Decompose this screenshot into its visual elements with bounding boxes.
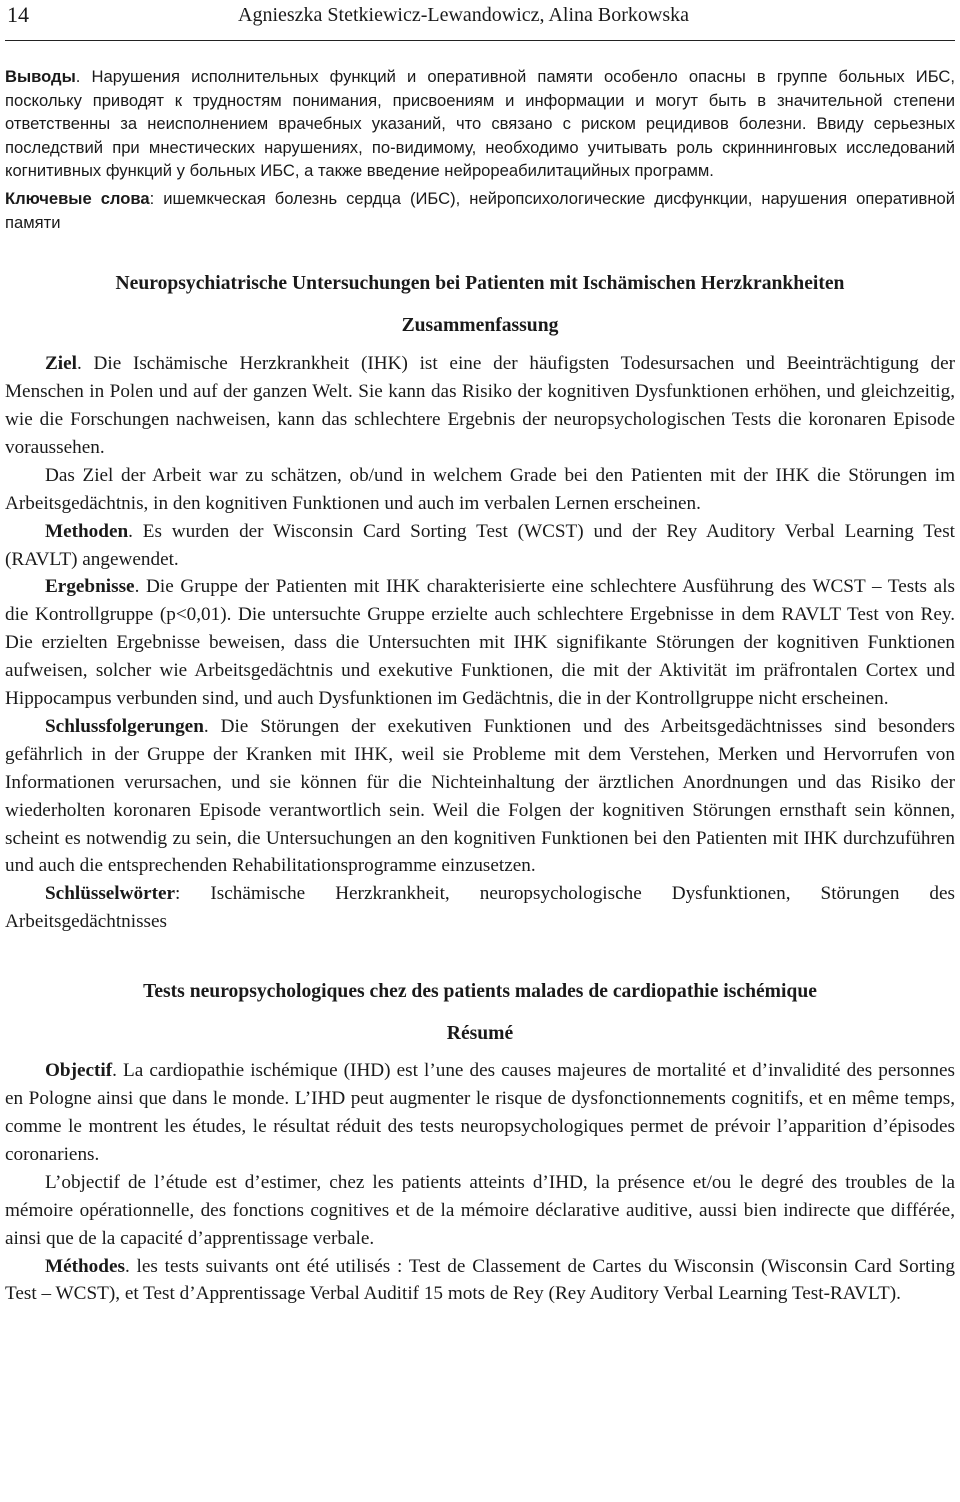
de-results-label: Ergebnisse — [45, 576, 135, 598]
page-number: 14 — [7, 2, 29, 27]
ru-conclusions-label: Выводы — [5, 67, 76, 86]
ru-conclusions-text: . Нарушения исполнительных функций и оперативной памяти особенло опасны в группе больных ИБС, поскольку приводят к трудностям понимания, присвоениям и информации и могут быть в значительной степени ответственны за неисполнением врачебных указаний, что связано с риском рецидивов болезни. Ввиду серьезных последствий при мнестических нарушениях, по-видимому, необходимо учитывать роль скриннинговых исследований когнитивных функций у больных ИБС, а также введение нейрореабилитацийных программ. — [5, 67, 955, 181]
fr-aim-label: Objectif — [45, 1060, 113, 1082]
fr-title: Tests neuropsychologiques chez des patients malades de cardiopathie ischémique — [143, 981, 817, 1003]
de-title: Neuropsychiatrische Untersuchungen bei Patienten mit Ischämischen Herzkrankheiten — [115, 273, 845, 295]
de-aim-label: Ziel — [45, 353, 77, 375]
de-aim-text: . Die Ischämische Herzkrankheit (IHK) ist eine der häufigsten Todesursachen und Beeinträchtigung der Menschen in Polen und auf der ganzen Welt. Sie kann das Risiko der kognitiven Dysfunktionen erhöhen, und gleichzeitig, wie die Forschungen nachweisen, kann das schlechtere Ergebnis der neuropsychologischen Tests die koronaren Episode voraussehen. — [5, 353, 955, 458]
de-methods-label: Methoden — [45, 520, 129, 542]
fr-aim-text: . La cardiopathie ischémique (IHD) est l’une des causes majeures de mortalité et d’invalidité des personnes en Pologne ainsi que dans le monde. L’IHD peut augmenter le risque de dysfonctionnements cognitifs, et en même temps, comme le montrent les études, le résultat réduit des tests neuropsychologiques permet de prévoir l’apparition d’épisodes coronariens. — [5, 1060, 955, 1165]
fr-methods-text: . les tests suivants ont été utilisés : Test de Classement de Cartes du Wisconsin (Wisconsin Card Sorting Test – WCST), et Test d’Apprentissage Verbal Auditif 15 mots de Rey (Rey Auditory Verbal Learning Test-RAVLT). — [5, 1255, 955, 1305]
fr-summary-heading: Résumé — [446, 1023, 514, 1045]
de-aim-paragraph — [5, 350, 955, 462]
ru-conclusions-paragraph — [5, 65, 955, 183]
de-keywords-paragraph — [5, 880, 955, 936]
de-methods-paragraph — [5, 518, 955, 574]
de-summary-heading: Zusammenfassung — [401, 315, 559, 337]
de-keywords-text: : Ischämische Herzkrankheit, neuropsychologische Dysfunktionen, Störungen des Arbeitsgedächtnisses — [5, 883, 955, 933]
de-aim-paragraph-2: Das Ziel der Arbeit war zu schätzen, ob/und in welchem Grade bei den Patienten mit der IHK die Störungen im Arbeitsgedächtnis, in den kognitiven Funktionen und auch im verbalen Lernen erscheinen. — [5, 464, 955, 514]
running-head: Agnieszka Stetkiewicz-Lewandowicz, Alina Borkowska — [238, 4, 689, 26]
fr-methods-paragraph — [5, 1253, 955, 1309]
fr-methods-label: Méthodes — [45, 1255, 125, 1277]
de-conclusions-paragraph — [5, 713, 955, 880]
ru-keywords-label: Ключевые слова — [5, 188, 150, 208]
de-results-text: . Die Gruppe der Patienten mit IHK charakterisierte eine schlechtere Ausführung des WCST – Tests als die Kontrollgruppe (p<0,01). Die untersuchte Gruppe erzielte auch schlechtere Ergebnisse in dem RAVLT Test von Rey. Die erzielten Ergebnisse beweisen, dass die Untersuchten mit IHK signifikante Störungen der kognitiven Funktionen aufweisen, solcher wie Arbeitsgedächtnis und exekutive Funktionen, die mit der Aktivität im präfrontalen Cortex und Hippocampus verbunden sind, und auch Dysfunktionen im Gedächtnis, die in der Kontrollgruppe nicht erscheinen. — [5, 576, 955, 710]
de-conclusions-text: . Die Störungen der exekutiven Funktionen und des Arbeitsgedächtnisses sind besonders gefährlich in der Gruppe der Kranken mit IHK, weil sie Probleme mit dem Verstehen, Merken und Hervorrufen von Informationen verursachen, und sie können für die Nichteinhaltung der ärztlichen Anordnungen und das Risiko der wiederholten koronaren Episode verantwortlich sein. Weil die Folgen der kognitiven Störungen ernsthaft sein können, scheint es notwendig zu sein, die Untersuchungen an den kognitiven Funktionen bei den Patienten mit IHK durchzuführen und auch die entsprechenden Rehabilitationsprogramme einzusetzen. — [5, 715, 955, 877]
fr-aim-paragraph — [5, 1057, 955, 1169]
fr-aim-paragraph-2: L’objectif de l’étude est d’estimer, chez les patients atteints d’IHD, la présence et/ou le degré des troubles de la mémoire opérationnelle, des fonctions cognitives et de la mémoire déclarative auditive, aussi bien indirecte que différée, ainsi que de la capacité d’apprentissage verbale. — [5, 1171, 955, 1249]
page-header — [5, 0, 955, 41]
de-results-paragraph — [5, 573, 955, 713]
de-conclusions-label: Schlussfolgerungen — [45, 715, 204, 737]
ru-keywords-paragraph — [5, 187, 955, 234]
ru-keywords-text: : ишемкческая болезнь сердца (ИБС), нейропсихологические дисфункции, нарушения оперативной памяти — [5, 188, 955, 232]
de-keywords-label: Schlüsselwörter — [45, 883, 176, 905]
de-methods-text: . Es wurden der Wisconsin Card Sorting Test (WCST) und der Rey Auditory Verbal Learning Test (RAVLT) angewendet. — [5, 520, 955, 570]
